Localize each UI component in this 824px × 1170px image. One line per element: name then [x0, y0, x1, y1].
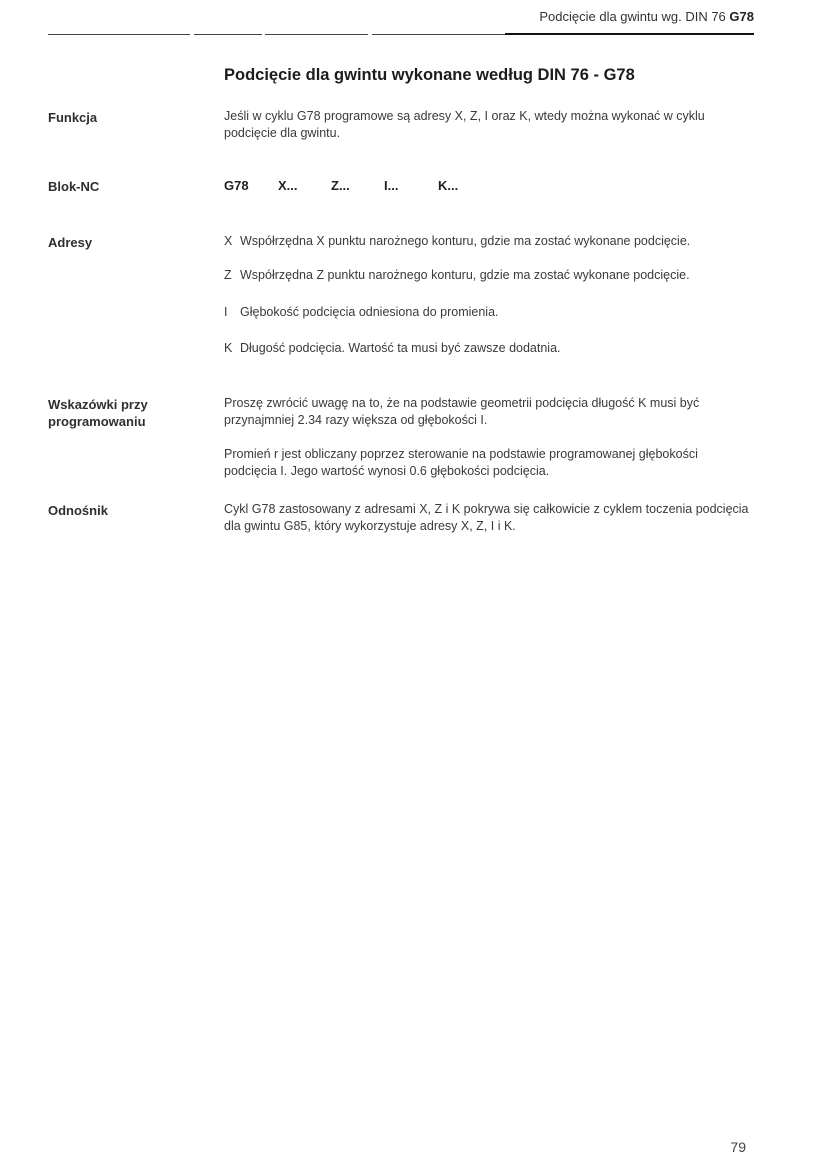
nc-code-k: K...: [438, 178, 459, 193]
text-odnosnik: Cykl G78 zastosowany z adresami X, Z i K pokrywa się całkowicie z cyklem toczenia podcięcia dla gwintu G85, który wykorzystuje adresy X, Z, I i K.: [224, 502, 749, 533]
address-text: Długość podcięcia. Wartość ta musi być zawsze dodatnia.: [240, 341, 561, 355]
header-rule-gap: [190, 31, 194, 37]
address-text: Współrzędna Z punktu narożnego konturu, gdzie ma zostać wykonane podcięcie.: [240, 268, 690, 282]
label-wskazowki: [48, 396, 148, 430]
running-header: [539, 9, 754, 24]
nc-code-x: X...: [278, 178, 298, 193]
address-letter: K: [224, 341, 233, 355]
address-text: Głębokość podcięcia odniesiona do promienia.: [240, 305, 499, 319]
label-odnosnik: Odnośnik: [48, 503, 108, 518]
address-letter: Z: [224, 268, 232, 282]
address-item: [224, 233, 764, 250]
nc-code-g: G78: [224, 178, 249, 193]
address-item: [224, 267, 764, 284]
text-funkcja: Jeśli w cyklu G78 programowe są adresy X, Z, I oraz K, wtedy można wykonać w cyklu podcięcie dla gwintu.: [224, 109, 705, 140]
address-letter: I: [224, 305, 228, 319]
text-wskazowki-1: Proszę zwrócić uwagę na to, że na podstawie geometrii podcięcia długość K musi być przynajmniej 2.34 razy większa od głębokości I.: [224, 396, 700, 427]
label-funkcja: Funkcja: [48, 110, 98, 125]
text-wskazowki-2: Promień r jest obliczany poprzez sterowanie na podstawie programowanej głębokości podcięcia I. Jego wartość wynosi 0.6 głębokości podcięcia.: [224, 447, 698, 478]
header-rule-gap: [368, 31, 372, 37]
nc-code-z: Z...: [331, 178, 350, 193]
label-wskazowki-line2: programowaniu: [48, 414, 146, 429]
address-item: [224, 340, 764, 357]
running-code: G78: [729, 9, 754, 24]
address-text: Współrzędna X punktu narożnego konturu, gdzie ma zostać wykonane podcięcie.: [240, 234, 691, 248]
label-blok-nc: Blok-NC: [48, 179, 100, 194]
page-number: 79: [730, 1139, 746, 1155]
header-rule-accent: [505, 33, 754, 35]
address-letter: X: [224, 234, 233, 248]
page-title: Podcięcie dla gwintu wykonane według DIN 76 - G78: [224, 66, 635, 84]
nc-code-i: I...: [384, 178, 399, 193]
address-item: [224, 304, 764, 321]
label-wskazowki-line1: Wskazówki przy: [48, 397, 148, 412]
label-adresy: Adresy: [48, 235, 93, 250]
header-rule-gap: [262, 31, 265, 37]
running-title: Podcięcie dla gwintu wg. DIN 76: [539, 9, 726, 24]
